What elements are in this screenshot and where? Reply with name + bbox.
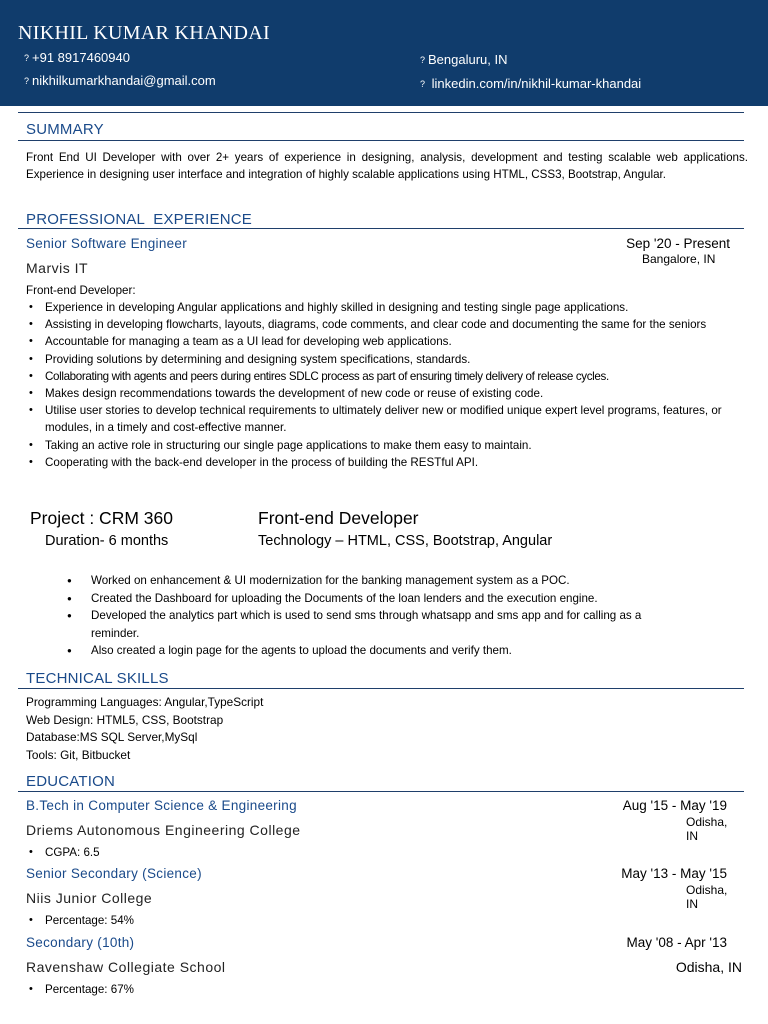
degree-dates: May '08 - Apr '13 [626, 935, 727, 950]
email-contact [24, 73, 216, 88]
skills-heading: TECHNICAL SKILLS [26, 670, 169, 687]
project-duration: Duration- 6 months [45, 533, 169, 549]
candidate-name: NIKHIL KUMAR KHANDAI [18, 22, 270, 44]
project-role: Front-end Developer [258, 508, 419, 528]
list-item: • Accountable for managing a team as a UI lead for developing web applications. [26, 333, 748, 350]
phone-number[interactable]: +91 8917460940 [32, 50, 130, 65]
summary-divider [18, 140, 744, 141]
job-title: Senior Software Engineer [26, 236, 188, 251]
list-item: ● Worked on enhancement & UI modernization for the banking management system as a POC. [64, 572, 664, 590]
phone-contact [24, 50, 130, 65]
email-address[interactable]: nikhilkumarkhandai@gmail.com [32, 73, 216, 88]
skill-line: Database:MS SQL Server,MySql [26, 730, 198, 744]
list-item: • Assisting in developing flowcharts, layouts, diagrams, code comments, and clear code and documenting the same for the seniors [26, 316, 748, 333]
skill-line: Web Design: HTML5, CSS, Bootstrap [26, 712, 224, 727]
degree-title: Senior Secondary (Science) [26, 866, 202, 881]
location-text: Bengaluru, IN [428, 52, 508, 67]
skill-line: Tools: Git, Bitbucket [26, 747, 131, 762]
email-icon: ? [24, 76, 30, 86]
phone-icon: ? [24, 53, 30, 63]
linkedin-contact [420, 76, 641, 91]
degree-score: • Percentage: 54% [26, 914, 134, 927]
experience-divider [18, 228, 744, 229]
education-divider [18, 791, 744, 792]
list-item: • Collaborating with agents and peers during entires SDLC process as part of ensuring timely delivery of release cycles. [26, 368, 748, 385]
project-name: Project : CRM 360 [30, 508, 173, 528]
degree-dates: Aug '15 - May '19 [622, 798, 727, 813]
school-name: Niis Junior College [26, 890, 153, 906]
degree-title: B.Tech in Computer Science & Engineering [26, 798, 297, 813]
job-dates: Sep '20 - Present [626, 236, 730, 251]
list-item: • Taking an active role in structuring our single page applications to make them easy to maintain. [26, 437, 748, 454]
job-subheading: Front-end Developer: [26, 284, 136, 297]
list-item: ● Created the Dashboard for uploading the Documents of the loan lenders and the execution engine. [64, 590, 664, 608]
list-item: ● Developed the analytics part which is used to send sms through whatsapp and sms app and for calling as a reminder. [64, 607, 664, 642]
skills-divider [18, 688, 744, 689]
skill-line: Programming Languages: Angular,TypeScript [26, 695, 264, 709]
location-contact [420, 52, 508, 67]
job-bullet-list [26, 299, 748, 471]
degree-score: • CGPA: 6.5 [26, 846, 100, 859]
list-item: • Cooperating with the back-end developer in the process of building the RESTful API. [26, 454, 748, 471]
skills-list [26, 694, 263, 764]
school-location: Odisha, IN [686, 883, 728, 911]
summary-heading: SUMMARY [26, 121, 104, 138]
list-item: • Makes design recommendations towards the development of new code or reuse of existing code. [26, 385, 748, 402]
list-item: • Providing solutions by determining and designing system specifications, standards. [26, 351, 748, 368]
summary-text: Front End UI Developer with over 2+ years of experience in designing, analysis, development and testing scalable web applications. Experience in designing user interface and integration of highly scalable applications using HTML, CSS3, Bootstrap, Angular. [26, 151, 748, 181]
degree-dates: May '13 - May '15 [621, 866, 727, 881]
degree-title: Secondary (10th) [26, 935, 135, 950]
header-divider [18, 112, 744, 113]
school-name: Driems Autonomous Engineering College [26, 822, 301, 838]
linkedin-link[interactable]: linkedin.com/in/nikhil-kumar-khandai [431, 76, 642, 91]
school-name: Ravenshaw Collegiate School [26, 959, 226, 975]
job-location: Bangalore, IN [642, 252, 716, 266]
company-name: Marvis IT [26, 260, 89, 276]
linkedin-icon: ? [420, 79, 426, 89]
education-heading: EDUCATION [26, 773, 116, 790]
list-item: • Utilise user stories to develop technical requirements to ultimately deliver new or modified unique expert level programs, features, or modules, in a timely and cost-effective manner. [26, 402, 748, 436]
location-icon: ? [420, 55, 426, 65]
degree-score: • Percentage: 67% [26, 983, 134, 996]
project-bullet-list [64, 572, 664, 660]
list-item: • Experience in developing Angular applications and highly skilled in designing and testing single page applications. [26, 299, 748, 316]
school-location: Odisha, IN [675, 959, 742, 975]
project-technology: Technology – HTML, CSS, Bootstrap, Angular [258, 533, 553, 549]
list-item: ● Also created a login page for the agents to upload the documents and verify them. [64, 642, 664, 660]
resume-header [0, 0, 768, 106]
school-location: Odisha, IN [686, 815, 728, 843]
experience-heading: PROFESSIONAL EXPERIENCE [26, 211, 252, 228]
